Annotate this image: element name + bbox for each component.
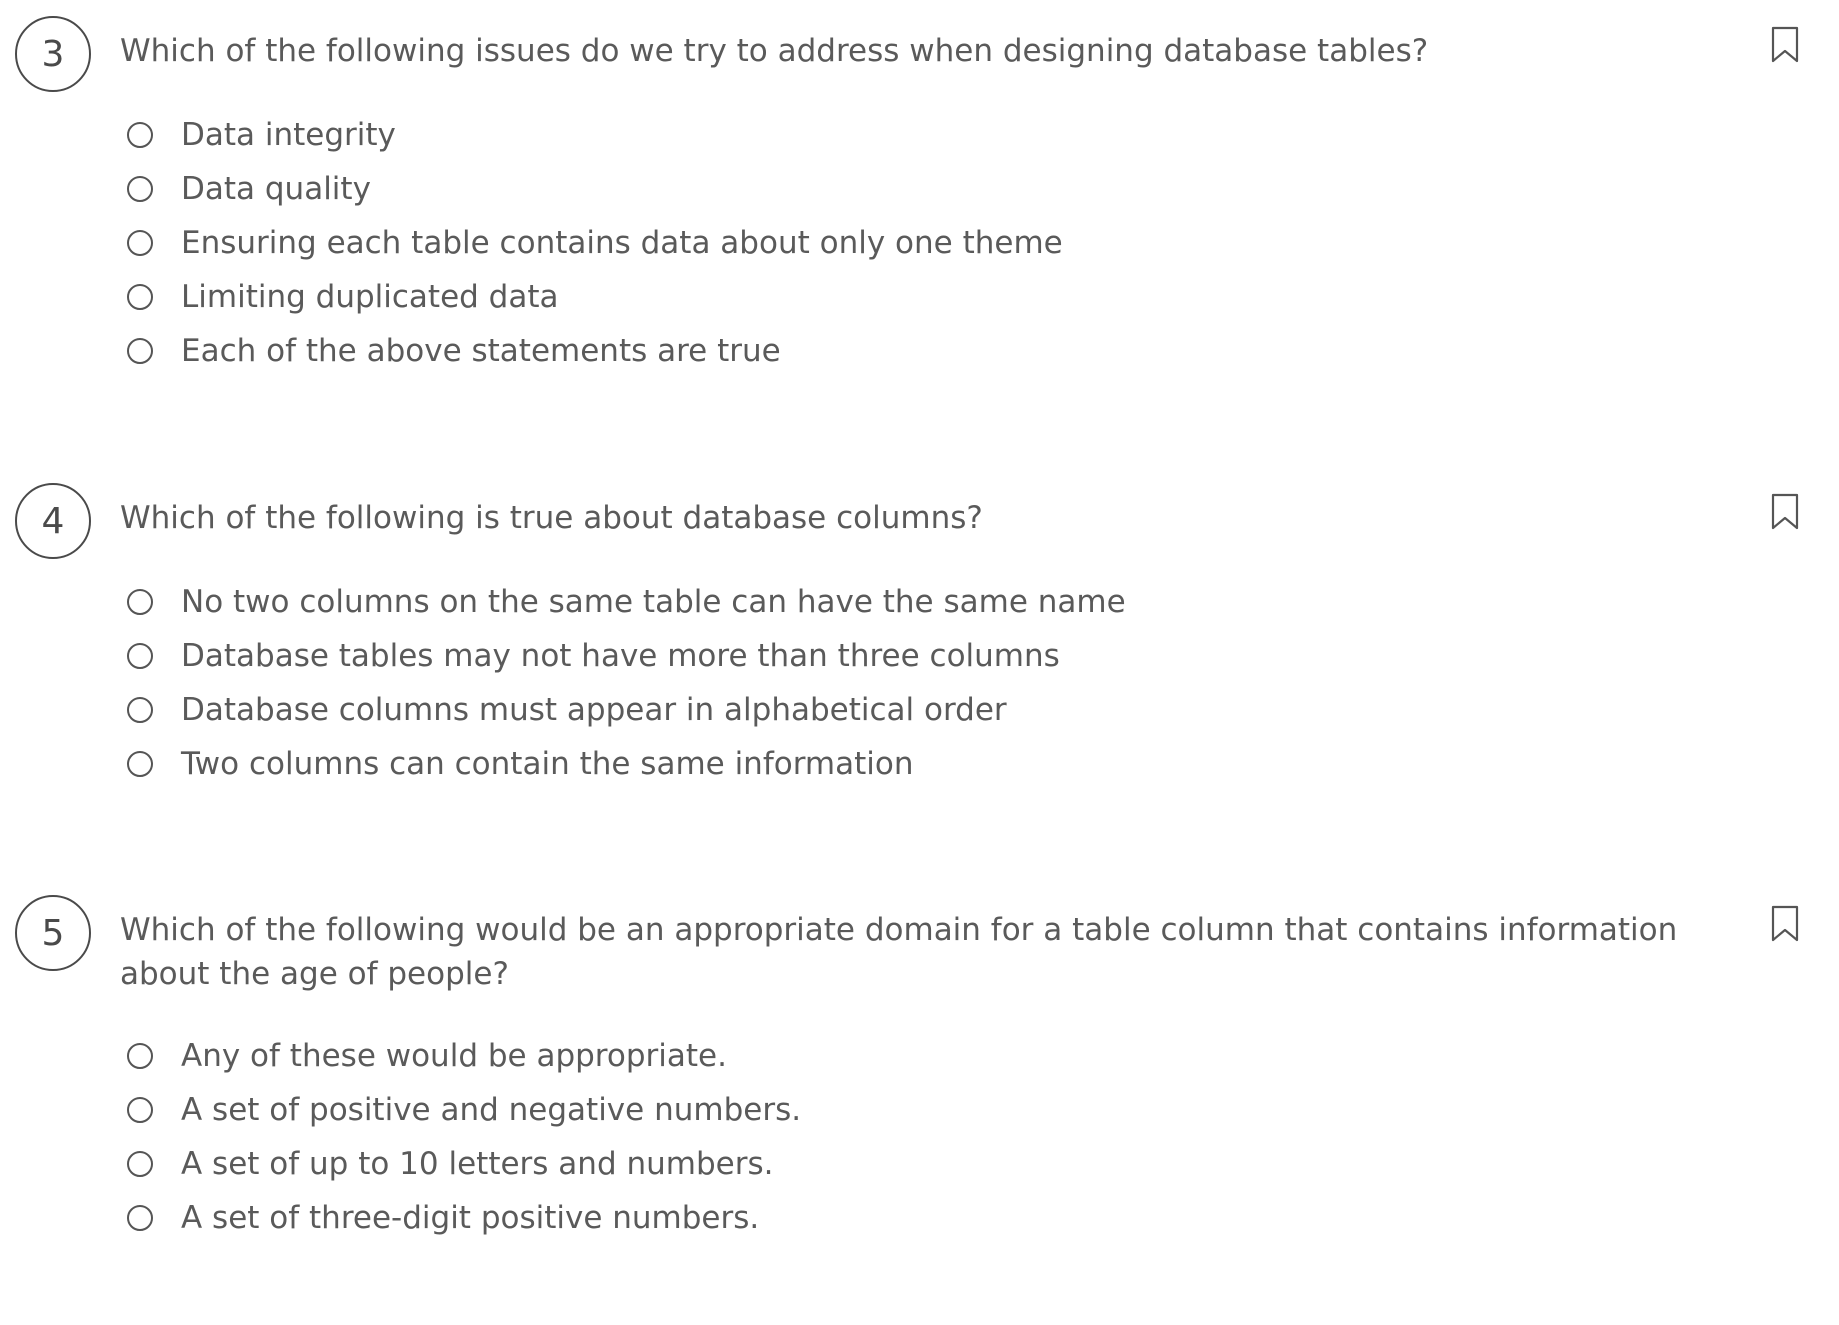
radio-unchecked-icon[interactable] (127, 589, 153, 615)
answer-option[interactable] (127, 324, 1063, 378)
answer-options (127, 575, 1126, 791)
answer-label: A set of three-digit positive numbers. (181, 1200, 760, 1236)
radio-unchecked-icon[interactable] (127, 176, 153, 202)
radio-unchecked-icon[interactable] (127, 230, 153, 256)
radio-unchecked-icon[interactable] (127, 1097, 153, 1123)
question-text: Which of the following issues do we try to address when designing database tables? (120, 33, 1429, 69)
answer-label: Database columns must appear in alphabetical order (181, 692, 1007, 728)
radio-unchecked-icon[interactable] (127, 697, 153, 723)
question-text: Which of the following would be an appropriate domain for a table column that contains information about the age of people? (120, 912, 1678, 992)
answer-option[interactable] (127, 683, 1126, 737)
answer-label: No two columns on the same table can have the same name (181, 584, 1126, 620)
question-number-badge: 3 (15, 16, 91, 92)
question-text: Which of the following is true about database columns? (120, 500, 983, 536)
radio-unchecked-icon[interactable] (127, 122, 153, 148)
answer-option[interactable] (127, 575, 1126, 629)
answer-option[interactable] (127, 108, 1063, 162)
answer-label: Limiting duplicated data (181, 279, 559, 315)
radio-unchecked-icon[interactable] (127, 751, 153, 777)
answer-label: Data integrity (181, 117, 396, 153)
question-number-badge: 5 (15, 895, 91, 971)
answer-label: A set of up to 10 letters and numbers. (181, 1146, 774, 1182)
answer-label: Data quality (181, 171, 371, 207)
bookmark-icon[interactable] (1770, 905, 1800, 943)
answer-option[interactable] (127, 1191, 801, 1245)
radio-unchecked-icon[interactable] (127, 1151, 153, 1177)
answer-option[interactable] (127, 1029, 801, 1083)
bookmark-icon[interactable] (1770, 26, 1800, 64)
answer-label: Any of these would be appropriate. (181, 1038, 727, 1074)
answer-label: A set of positive and negative numbers. (181, 1092, 802, 1128)
radio-unchecked-icon[interactable] (127, 643, 153, 669)
radio-unchecked-icon[interactable] (127, 338, 153, 364)
answer-option[interactable] (127, 162, 1063, 216)
answer-option[interactable] (127, 629, 1126, 683)
answer-label: Ensuring each table contains data about only one theme (181, 225, 1063, 261)
answer-label: Database tables may not have more than three columns (181, 638, 1060, 674)
radio-unchecked-icon[interactable] (127, 284, 153, 310)
answer-option[interactable] (127, 1083, 801, 1137)
answer-label: Each of the above statements are true (181, 333, 781, 369)
radio-unchecked-icon[interactable] (127, 1205, 153, 1231)
question-number-badge: 4 (15, 483, 91, 559)
answer-label: Two columns can contain the same information (181, 746, 914, 782)
answer-option[interactable] (127, 1137, 801, 1191)
bookmark-icon[interactable] (1770, 493, 1800, 531)
answer-options (127, 108, 1063, 378)
answer-option[interactable] (127, 737, 1126, 791)
radio-unchecked-icon[interactable] (127, 1043, 153, 1069)
answer-option[interactable] (127, 270, 1063, 324)
answer-option[interactable] (127, 216, 1063, 270)
answer-options (127, 1029, 801, 1245)
